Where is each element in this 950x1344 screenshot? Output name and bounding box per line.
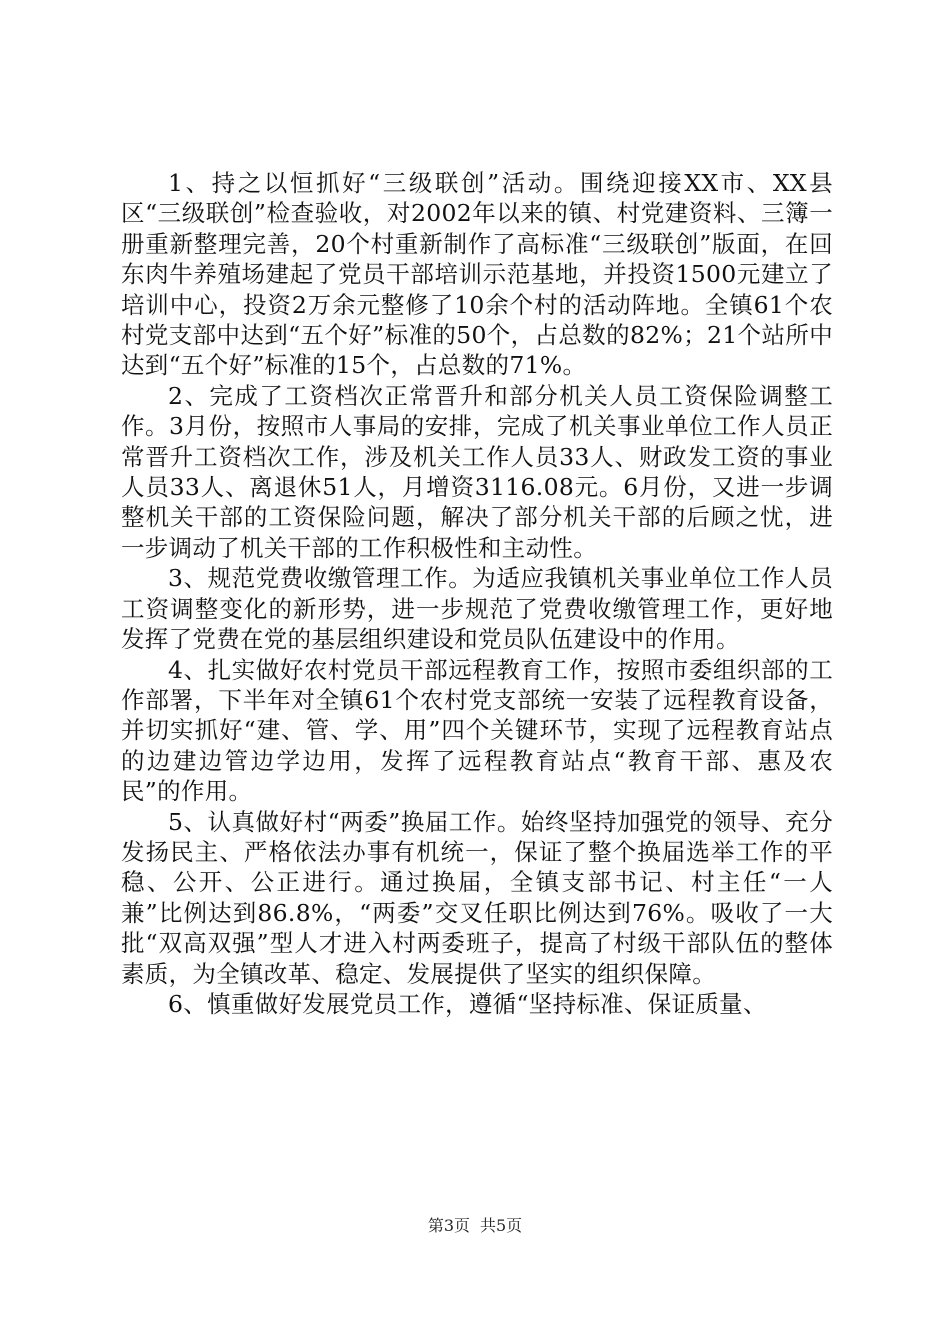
paragraph-4: 4、扎实做好农村党员干部远程教育工作，按照市委组织部的工作部署，下半年对全镇61个农村党支部统一安装了远程教育设备，并切实抓好“建、管、学、用”四个关键环节，实现了远程教育站点的边建边管边学边用，发挥了远程教育站点“教育干部、惠及农民”的作用。 xyxy=(121,655,833,806)
paragraph-3: 3、规范党费收缴管理工作。为适应我镇机关事业单位工作人员工资调整变化的新形势，进一步规范了党费收缴管理工作，更好地发挥了党费在党的基层组织建设和党员队伍建设中的作用。 xyxy=(121,564,833,654)
paragraph-6: 6、慎重做好发展党员工作，遵循“坚持标准、保证质量、 xyxy=(168,989,767,1018)
paragraph-2: 2、完成了工资档次正常晋升和部分机关人员工资保险调整工作。3月份，按照市人事局的安排，完成了机关事业单位工作人员正常晋升工资档次工作，涉及机关工作人员33人、财政发工资的事业人员33人、离退休51人，月增资3116.08元。6月份，又进一步调整机关干部的工资保险问题，解决了部分机关干部的后顾之忧，进一步调动了机关干部的工作积极性和主动性。 xyxy=(121,381,833,562)
page-footer xyxy=(0,1216,950,1236)
paragraph-1: 1、持之以恒抓好“三级联创”活动。围绕迎接XX市、XX县区“三级联创”检查验收，对2002年以来的镇、村党建资料、三簿一册重新整理完善，20个村重新制作了高标准“三级联创”版面，在回东肉牛养殖场建起了党员干部培训示范基地，并投资1500元建立了培训中心，投资2万余元整修了10余个村的活动阵地。全镇61个农村党支部中达到“五个好”标准的50个，占总数的82%；21个站所中达到“五个好”标准的15个，占总数的71%。 xyxy=(121,169,833,380)
page-total: 共5页 xyxy=(480,1216,523,1235)
paragraph-5: 5、认真做好村“两委”换届工作。始终坚持加强党的领导、充分发扬民主、严格依法办事有机统一，保证了整个换届选举工作的平稳、公开、公正进行。通过换届，全镇支部书记、村主任“一人兼”比例达到86.8%，“两委”交叉任职比例达到76%。吸收了一大批“双高双强”型人才进入村两委班子，提高了村级干部队伍的整体素质，为全镇改革、稳定、发展提供了坚实的组织保障。 xyxy=(121,807,833,988)
page-number: 第3页 xyxy=(427,1216,470,1235)
document-body xyxy=(121,168,833,1019)
